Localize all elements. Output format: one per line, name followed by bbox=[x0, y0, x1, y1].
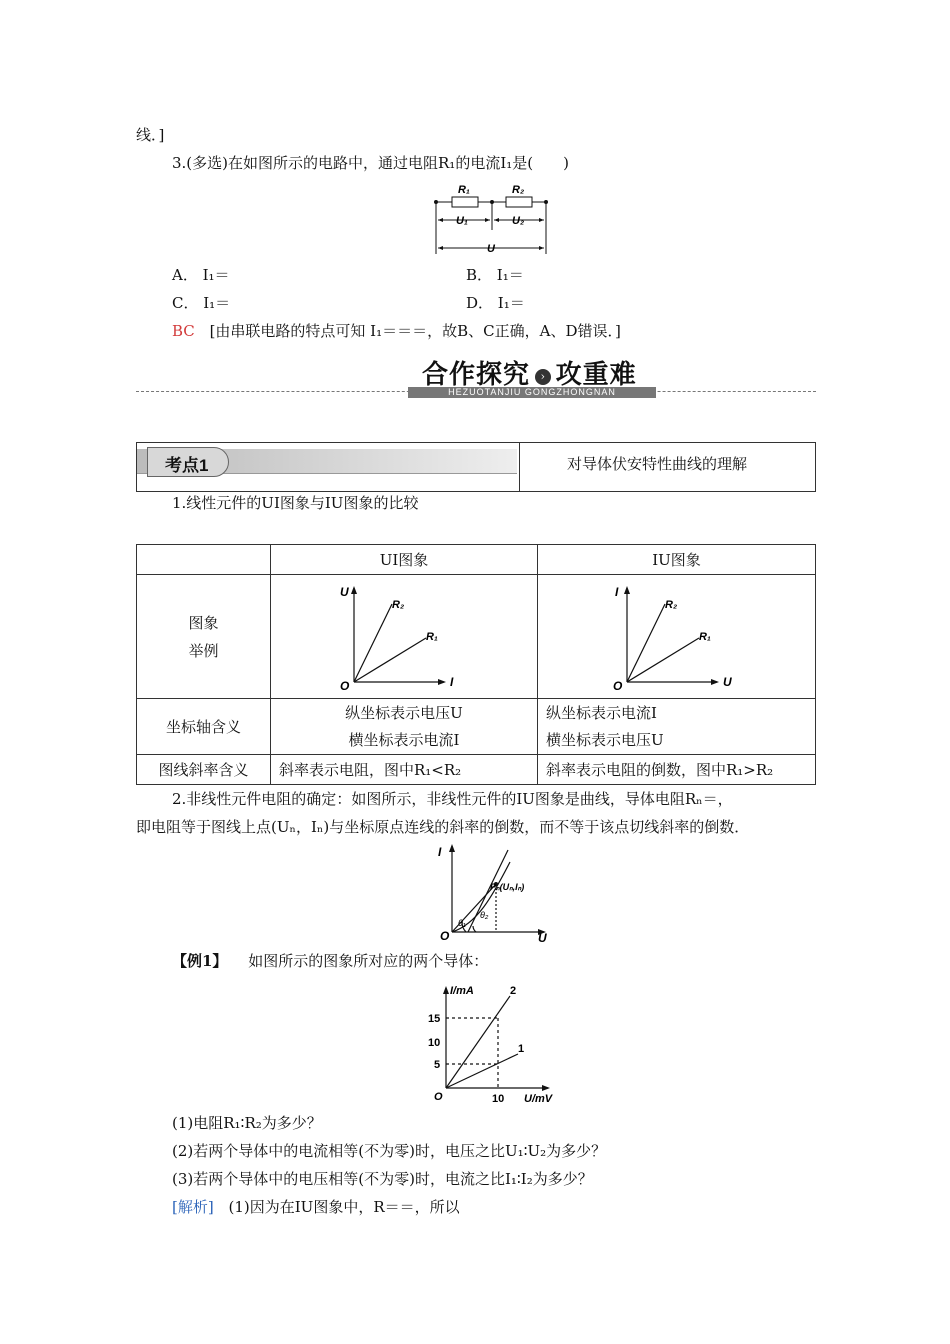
ui-y-label: U bbox=[340, 584, 349, 599]
nonlinear-iu-graph bbox=[432, 842, 556, 944]
iu-axes-l1: 纵坐标表示电流I bbox=[546, 703, 657, 722]
sub-question-3: (3)若两个导体中的电压相等(不为零)时，电流之比I₁∶I₂为多少？ bbox=[172, 1170, 593, 1188]
nl-origin: O bbox=[440, 929, 450, 943]
table-header-ui: UI图象 bbox=[271, 545, 538, 575]
iu-graph bbox=[607, 582, 747, 692]
iu-origin: O bbox=[612, 678, 622, 692]
label-u2: U₂ bbox=[512, 215, 525, 227]
solution-tag: [解析] bbox=[172, 1198, 214, 1216]
paragraph-2-line-2: 即电阻等于图线上点(Uₙ，Iₙ)与坐标原点连线的斜率的倒数，而不等于该点切线斜率的倒数． bbox=[136, 818, 750, 836]
example-1 bbox=[172, 950, 488, 971]
ui-axes-meaning bbox=[271, 699, 538, 755]
iu-r1-label: R₁ bbox=[698, 630, 711, 643]
comparison-table bbox=[136, 544, 816, 785]
option-c: C． I₁＝ bbox=[172, 294, 231, 312]
option-d: D． I₁＝ bbox=[466, 294, 525, 312]
row-label-example-l1: 图象 bbox=[188, 613, 219, 632]
answer-line bbox=[172, 320, 621, 341]
ui-origin: O bbox=[340, 678, 350, 692]
paragraph-2-line-1: 2.非线性元件电阻的确定：如图所示，非线性元件的IU图象是曲线，导体电阻Rₙ＝， bbox=[172, 790, 733, 808]
ui-x-label: I bbox=[450, 674, 454, 689]
iu-graph-cell bbox=[538, 575, 816, 699]
kaodian-box bbox=[136, 442, 816, 492]
series-circuit-diagram bbox=[432, 180, 552, 260]
ui-r2-label: R₂ bbox=[392, 598, 405, 611]
iu-axes-meaning bbox=[538, 699, 816, 755]
ex-x-tick-10: 10 bbox=[492, 1093, 505, 1104]
iu-axes-l2: 横坐标表示电压U bbox=[546, 730, 664, 749]
nl-x-label: U bbox=[538, 931, 547, 944]
banner-title-left: 合作探究 bbox=[422, 360, 531, 390]
answer: BC bbox=[172, 322, 195, 340]
ex-line-label-1: 1 bbox=[518, 1043, 525, 1055]
banner-title-right: 攻重难 bbox=[555, 360, 637, 390]
ui-graph bbox=[334, 582, 474, 692]
iu-slope-meaning: 斜率表示电阻的倒数，图中R₁>R₂ bbox=[538, 755, 816, 785]
paragraph-1: 1.线性元件的UI图象与IU图象的比较 bbox=[172, 494, 419, 512]
row-label-axes: 坐标轴含义 bbox=[137, 699, 271, 755]
ui-slope-meaning: 斜率表示电阻，图中R₁<R₂ bbox=[271, 755, 538, 785]
table-header-iu: IU图象 bbox=[538, 545, 816, 575]
label-r2: R₂ bbox=[512, 184, 525, 196]
option-b: B． I₁＝ bbox=[466, 266, 524, 284]
banner-pinyin-strip: HEZUOTANJIU GONGZHONGNAN bbox=[408, 387, 656, 398]
kaodian-title: 对导体伏安特性曲线的理解 bbox=[567, 455, 748, 473]
row-label-slope: 图线斜率含义 bbox=[137, 755, 271, 785]
ui-graph-cell bbox=[271, 575, 538, 699]
ex-line-label-2: 2 bbox=[510, 985, 517, 997]
nl-y-label: I bbox=[438, 845, 442, 859]
iu-r2-label: R₂ bbox=[664, 598, 677, 611]
solution-text: (1)因为在IU图象中，R＝＝，所以 bbox=[228, 1198, 460, 1216]
question-3-stem: 3.(多选)在如图所示的电路中，通过电阻R₁的电流I₁是( ) bbox=[172, 154, 569, 172]
label-u1: U₁ bbox=[456, 215, 468, 227]
banner-arrow-icon: › bbox=[535, 369, 551, 385]
ex-y-tick-15: 15 bbox=[428, 1013, 441, 1025]
top-line: 线．] bbox=[136, 126, 165, 144]
iu-x-label: U bbox=[722, 674, 732, 689]
answer-explanation: [由串联电路的特点可知 I₁＝＝＝，故B、C正确，A、D错误．] bbox=[209, 322, 621, 340]
ex-origin: O bbox=[434, 1091, 443, 1103]
ui-r1-label: R₁ bbox=[426, 630, 438, 643]
ex-y-tick-5: 5 bbox=[434, 1059, 441, 1071]
kaodian-divider bbox=[519, 443, 520, 491]
label-u: U bbox=[487, 243, 495, 255]
section-banner bbox=[136, 352, 816, 402]
sub-question-2: (2)若两个导体中的电流相等(不为零)时，电压之比U₁∶U₂为多少？ bbox=[172, 1142, 607, 1160]
iu-y-label: I bbox=[614, 584, 618, 599]
example-tag: 【例1】 bbox=[172, 952, 228, 970]
ex-x-label: U/mV bbox=[524, 1093, 553, 1104]
row-label-example-l2: 举例 bbox=[188, 641, 219, 660]
label-r1: R₁ bbox=[458, 184, 470, 196]
ui-axes-l1: 纵坐标表示电压U bbox=[345, 703, 463, 722]
table-corner bbox=[137, 545, 271, 575]
kaodian-label: 考点1 bbox=[165, 456, 209, 475]
nl-point-label: Pₙ(Uₙ,Iₙ) bbox=[490, 882, 525, 892]
row-label-example bbox=[137, 575, 271, 699]
ui-axes-l2: 横坐标表示电流I bbox=[348, 730, 460, 749]
solution-line bbox=[172, 1196, 460, 1217]
example-iu-graph bbox=[420, 980, 570, 1104]
example-text: 如图所示的图象所对应的两个导体： bbox=[248, 952, 489, 970]
nl-theta1: θ₁ bbox=[458, 918, 466, 928]
ex-y-tick-10: 10 bbox=[428, 1037, 441, 1049]
option-a: A． I₁＝ bbox=[172, 266, 230, 284]
ex-y-label: I/mA bbox=[450, 985, 474, 997]
nl-theta2: θ₂ bbox=[480, 910, 489, 920]
sub-question-1: (1)电阻R₁∶R₂为多少？ bbox=[172, 1114, 322, 1132]
